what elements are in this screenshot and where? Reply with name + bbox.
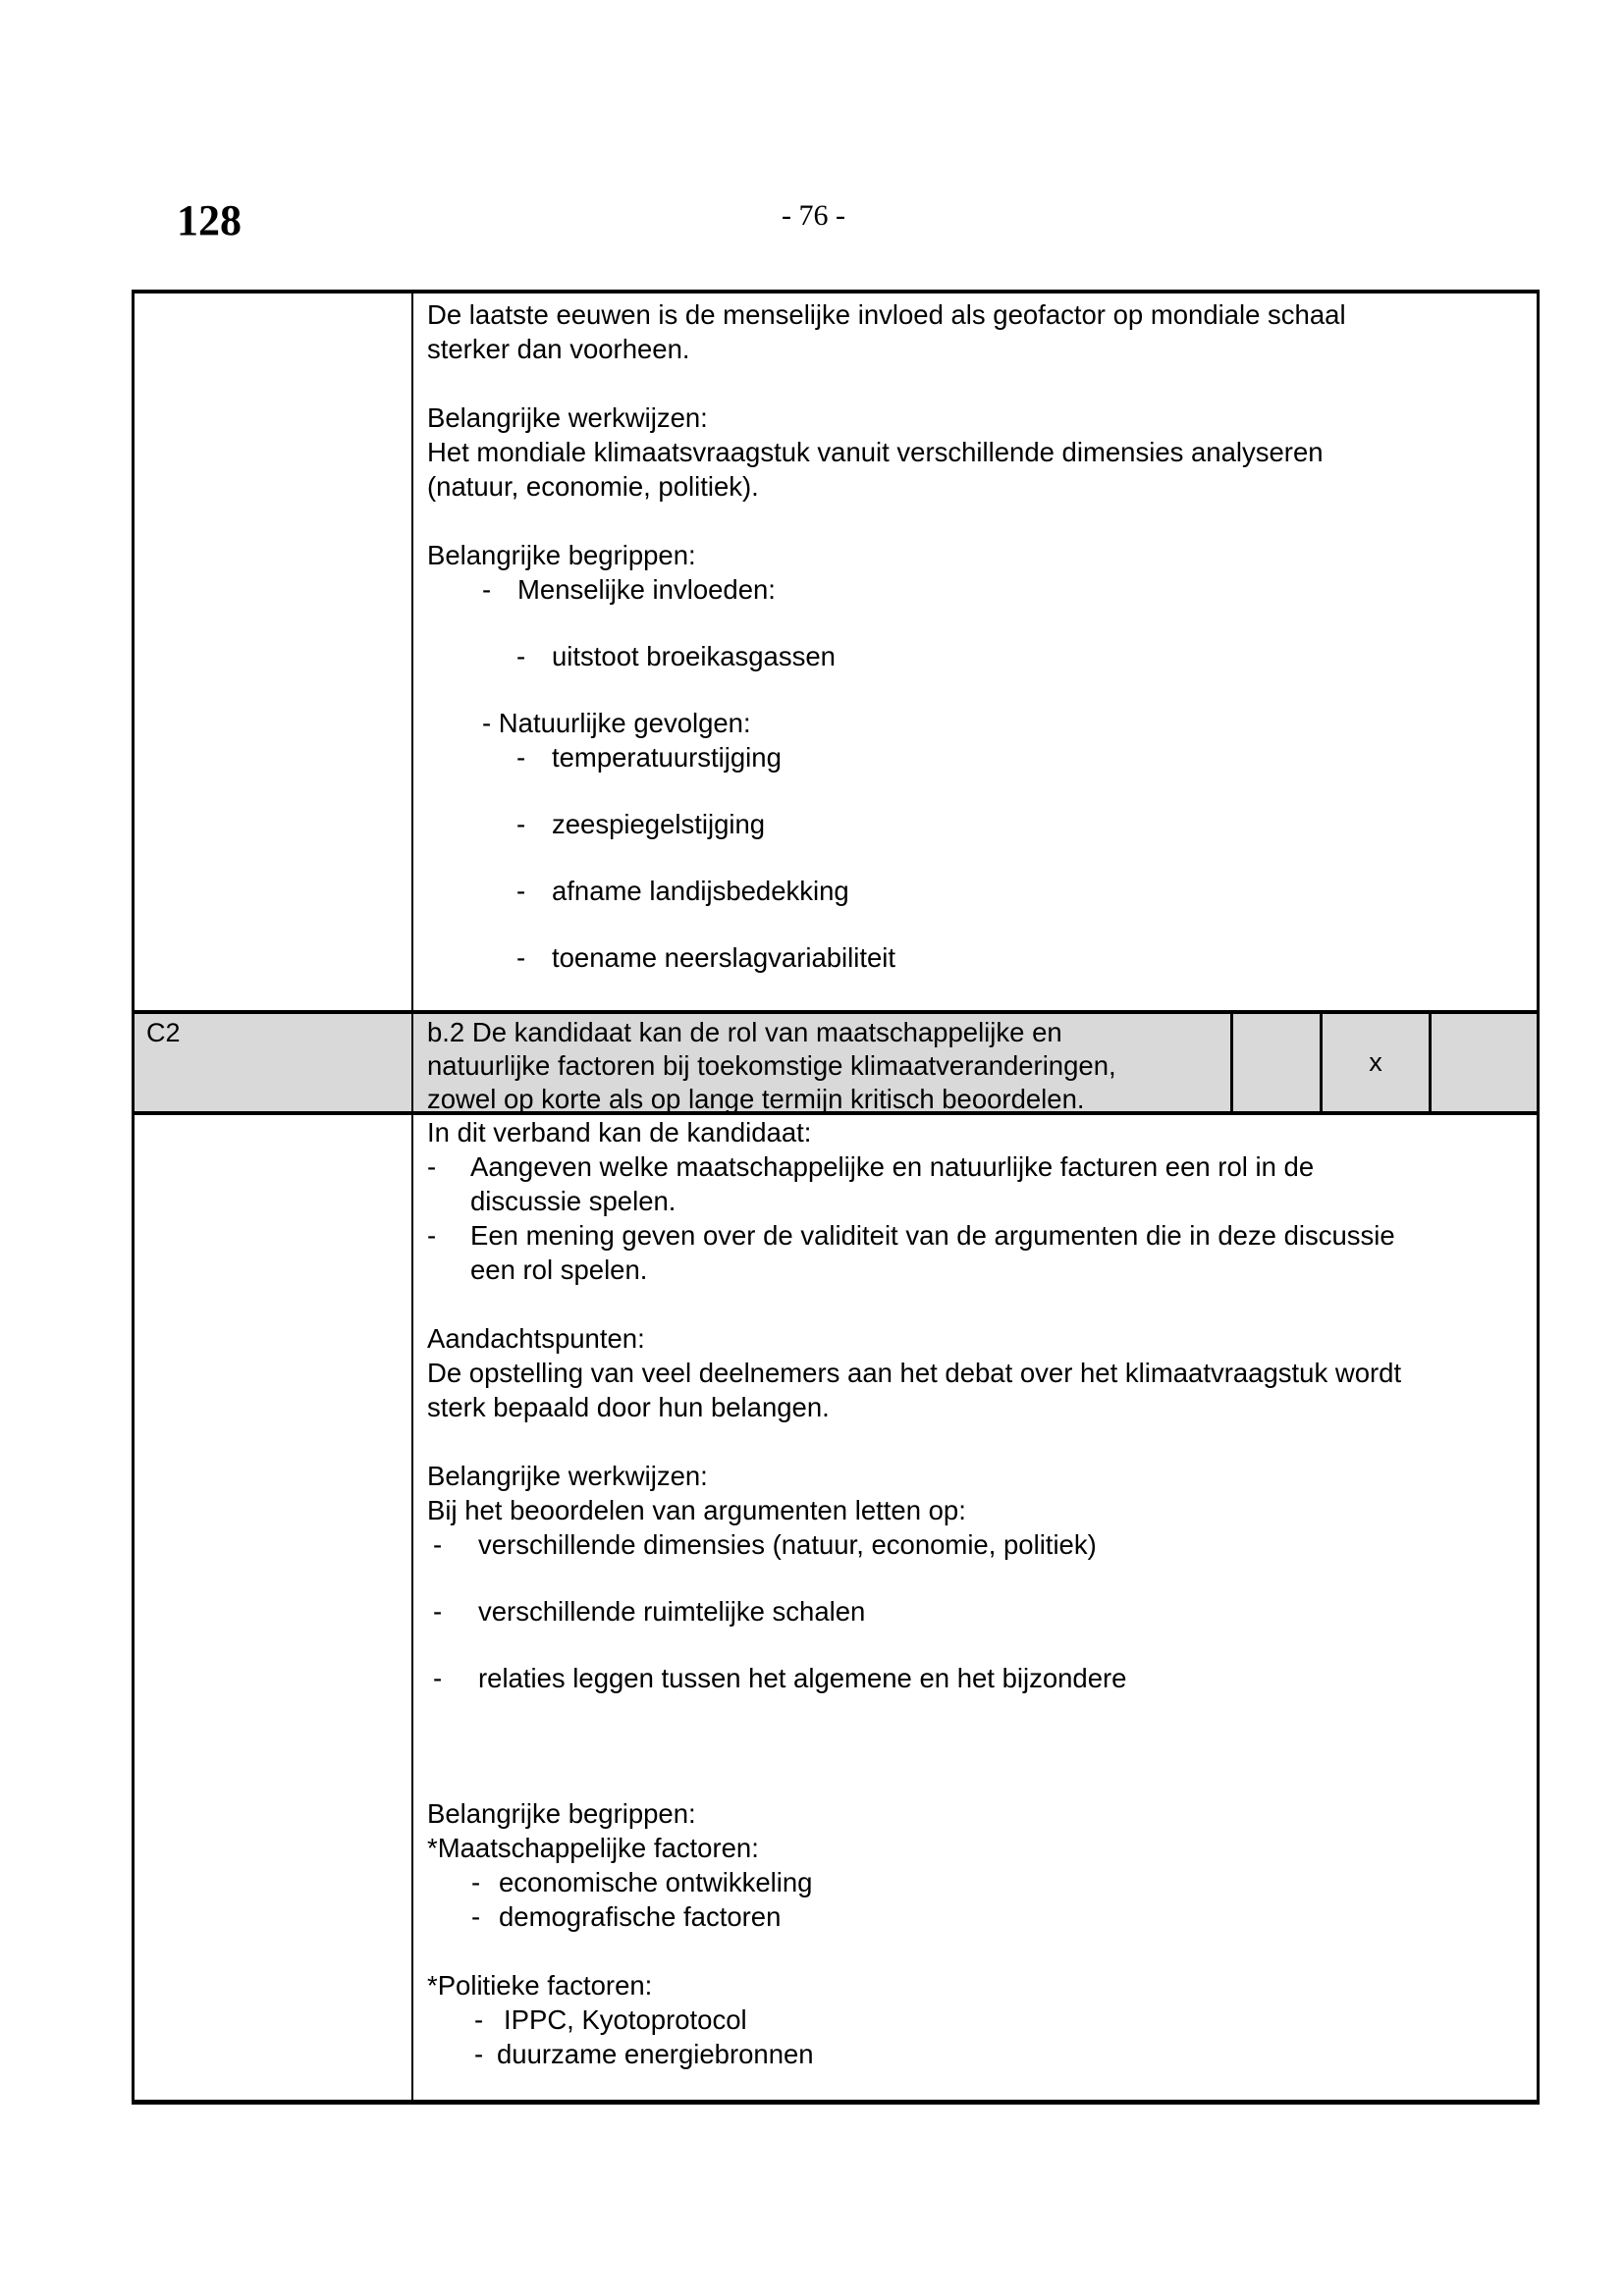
table-row-top — [132, 290, 1540, 1010]
bullet-item: - Aangeven welke maatschappelijke en natuurlijke facturen een rol in de discussie spelen. — [427, 1151, 1315, 1216]
begrippen-heading: Belangrijke begrippen: — [427, 540, 696, 570]
aandacht-line: De opstelling van veel deelnemers aan het debat over het klimaatvraagstuk wordt — [427, 1358, 1402, 1388]
werkwijzen-heading: Belangrijke werkwijzen: — [427, 1461, 708, 1491]
bullet-item: - Een mening geven over de validiteit van de argumenten die in deze discussie een rol spelen. — [427, 1220, 1395, 1285]
list-item: - temperatuurstijging — [516, 742, 782, 773]
werkwijzen-line: (natuur, economie, politiek). — [427, 471, 759, 502]
intro-line: In dit verband kan de kandidaat: — [427, 1117, 812, 1148]
begrippen-heading: Belangrijke begrippen: — [427, 1798, 696, 1829]
level-column-3 — [1432, 1014, 1537, 1111]
code-cell-empty — [135, 1115, 413, 2100]
list-item: - zeespiegelstijging — [516, 809, 766, 839]
list-item: - economische ontwikkeling — [471, 1867, 813, 1897]
list-item: - toename neerslagvariabiliteit — [516, 942, 896, 973]
objective-row-c2 — [132, 1010, 1540, 1115]
werkwijzen-heading: Belangrijke werkwijzen: — [427, 402, 708, 433]
list-item: - verschillende ruimtelijke schalen — [433, 1596, 866, 1627]
list-item: - demografische factoren — [471, 1901, 782, 1932]
intro-line: sterker dan voorheen. — [427, 334, 690, 364]
list-item: - verschillende dimensies (natuur, economie, politiek) — [433, 1529, 1097, 1560]
intro-line: De laatste eeuwen is de menselijke invloed als geofactor op mondiale schaal — [427, 299, 1346, 330]
content-cell-top — [413, 294, 1537, 1010]
group-label-human: - Menselijke invloeden: — [482, 574, 776, 605]
werkwijzen-intro: Bij het beoordelen van argumenten letten op: — [427, 1495, 966, 1525]
list-item: - uitstoot broeikasgassen — [516, 641, 836, 671]
curriculum-table — [132, 290, 1540, 2105]
level-column-2-mark: x — [1323, 1014, 1432, 1111]
list-item: - IPPC, Kyotoprotocol — [474, 2004, 747, 2035]
werkwijzen-line: Het mondiale klimaatsvraagstuk vanuit verschillende dimensies analyseren — [427, 437, 1324, 467]
objective-code: C2 — [135, 1014, 413, 1111]
table-row-bottom — [132, 1115, 1540, 2105]
list-item: - duurzame energiebronnen — [474, 2039, 814, 2069]
aandacht-heading: Aandachtspunten: — [427, 1323, 645, 1354]
code-cell-empty — [135, 294, 413, 1010]
list-item: - afname landijsbedekking — [516, 876, 849, 906]
page-number: 128 — [177, 196, 242, 244]
maatschappelijk-label: *Maatschappelijke factoren: — [427, 1833, 759, 1863]
folio: - 76 - — [782, 199, 845, 232]
content-cell-bottom — [413, 1115, 1537, 2100]
list-item: - relaties leggen tussen het algemene en het bijzondere — [433, 1663, 1127, 1693]
group-label-natural: - Natuurlijke gevolgen: — [482, 708, 751, 738]
politiek-label: *Politieke factoren: — [427, 1970, 653, 2001]
level-column-1 — [1233, 1014, 1323, 1111]
aandacht-line: sterk bepaald door hun belangen. — [427, 1392, 830, 1422]
objective-text: b.2 De kandidaat kan de rol van maatschappelijke en natuurlijke factoren bij toekomstige klimaatveranderingen, zowel op korte als op lange termijn kritisch beoordelen. — [413, 1014, 1233, 1111]
